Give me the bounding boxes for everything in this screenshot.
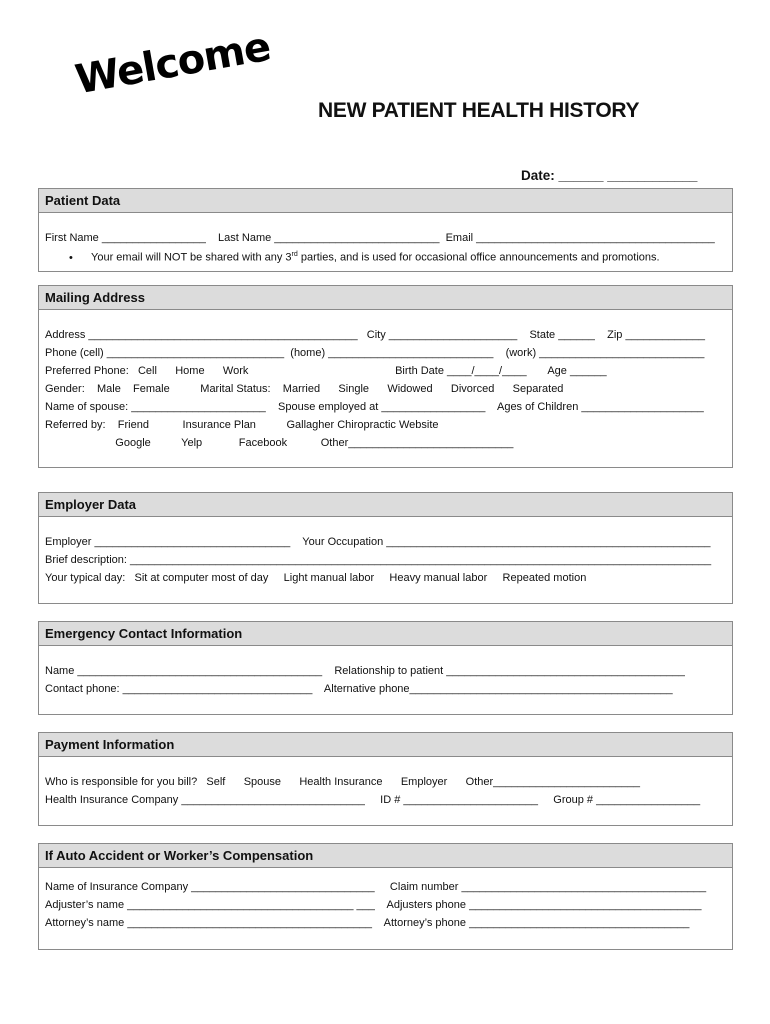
adjuster-row[interactable]: Adjuster’s name _____________________________________ ___ Adjusters phone ______________________________________ xyxy=(45,899,702,911)
typical-day-row[interactable]: Your typical day: Sit at computer most of day Light manual labor Heavy manual labor Repeated motion xyxy=(45,572,587,584)
referred-by-row-2[interactable]: Google Yelp Facebook Other___________________________ xyxy=(45,437,514,449)
patient-data-section xyxy=(38,188,733,272)
insurance-company-row[interactable]: Health Insurance Company ______________________________ ID # ______________________ Group # _________________ xyxy=(45,794,701,806)
payment-information-section xyxy=(38,732,733,826)
emergency-contact-heading: Emergency Contact Information xyxy=(39,622,732,646)
email-notice xyxy=(69,251,660,264)
email-notice-text-rest: parties, and is used for occasional office announcements and promotions. xyxy=(297,251,660,264)
auto-accident-heading: If Auto Accident or Worker’s Compensation xyxy=(39,844,732,868)
patient-name-email-row[interactable]: First Name _________________ Last Name ___________________________ Email _______________________________________ xyxy=(45,232,715,244)
emergency-phone-row[interactable]: Contact phone: _______________________________ Alternative phone___________________________________________ xyxy=(45,683,673,695)
phone-row[interactable]: Phone (cell) _____________________________ (home) ___________________________ (work) ___________________________ xyxy=(45,347,705,359)
date-field[interactable]: Date: ______ ____________ xyxy=(521,168,698,183)
insurance-claim-row[interactable]: Name of Insurance Company ______________________________ Claim number ________________________________________ xyxy=(45,881,707,893)
email-notice-text: Your email will NOT be shared with any 3 xyxy=(91,251,292,264)
employer-row[interactable]: Employer ________________________________ Your Occupation _____________________________________________________ xyxy=(45,536,711,548)
page-title: NEW PATIENT HEALTH HISTORY xyxy=(318,99,640,122)
auto-accident-section xyxy=(38,843,733,950)
employer-data-section xyxy=(38,492,733,604)
address-row[interactable]: Address ____________________________________________ City _____________________ State ______ Zip _____________ xyxy=(45,329,705,341)
patient-data-heading: Patient Data xyxy=(39,189,732,213)
bullet-icon: • xyxy=(69,251,73,264)
mailing-address-heading: Mailing Address xyxy=(39,286,732,310)
email-notice-sup: rd xyxy=(291,251,298,258)
welcome-logo-text: Welcome xyxy=(72,23,274,104)
referred-by-row[interactable]: Referred by: Friend Insurance Plan Gallagher Chiropractic Website xyxy=(45,419,439,431)
emergency-name-row[interactable]: Name ________________________________________ Relationship to patient _______________________________________ xyxy=(45,665,685,677)
spouse-row[interactable]: Name of spouse: ______________________ Spouse employed at _________________ Ages of Children ____________________ xyxy=(45,401,704,413)
attorney-row[interactable]: Attorney’s name ________________________________________ Attorney’s phone ____________________________________ xyxy=(45,917,690,929)
payment-information-heading: Payment Information xyxy=(39,733,732,757)
responsible-party-row[interactable]: Who is responsible for you bill? Self Spouse Health Insurance Employer Other________________________ xyxy=(45,776,640,788)
employer-data-heading: Employer Data xyxy=(39,493,732,517)
gender-marital-row[interactable]: Gender: Male Female Marital Status: Married Single Widowed Divorced Separated xyxy=(45,383,564,395)
preferred-phone-row[interactable]: Preferred Phone: Cell Home Work Birth Date ____/____/____ Age ______ xyxy=(45,365,607,377)
emergency-contact-section xyxy=(38,621,733,715)
brief-description-row[interactable]: Brief description: _______________________________________________________________________________________________ xyxy=(45,554,712,566)
mailing-address-section xyxy=(38,285,733,468)
